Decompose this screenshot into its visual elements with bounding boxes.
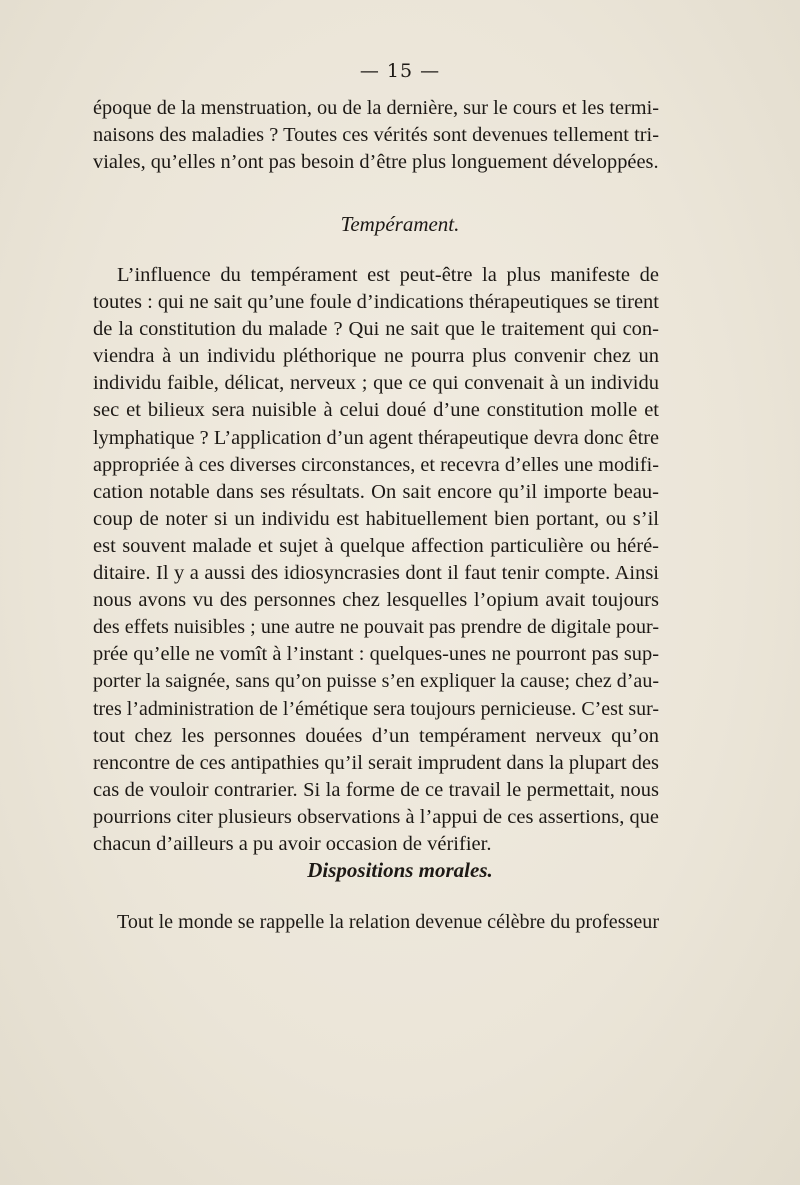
text-line: prée qu’elle ne vomît à l’instant : quelques-unes ne pourront pas sup- — [93, 643, 659, 666]
section-heading-dispositions-morales: Dispositions morales. — [307, 858, 493, 882]
text-line: lymphatique ? L’application d’un agent thérapeutique devra donc être — [93, 426, 659, 449]
text-line: Tout le monde se rappelle la relation devenue célèbre du professeur — [117, 911, 660, 933]
text-line: appropriée à ces diverses circonstances, et recevra d’elles une modifi- — [93, 453, 659, 476]
section-heading-temperament: Tempérament. — [340, 212, 460, 236]
text-line: est souvent malade et sujet à quelque affection particulière ou héré- — [93, 534, 659, 557]
text-line: sec et bilieux sera nuisible à celui doué d’une constitution molle et — [93, 399, 659, 422]
text-line: tout chez les personnes douées d’un tempérament nerveux qu’on — [93, 724, 659, 747]
text-line: cation notable dans ses résultats. On sait encore qu’il importe beau- — [93, 480, 659, 503]
text-line: cas de vouloir contrarier. Si la forme de ce travail le permettait, nous — [93, 778, 659, 801]
text-line: L’influence du tempérament est peut-être la plus manifeste de — [117, 264, 659, 286]
text-line: ditaire. Il y a aussi des idiosyncrasies dont il faut tenir compte. Ainsi — [93, 562, 659, 585]
text-line: des effets nuisibles ; une autre ne pouvait pas prendre de digitale pour- — [93, 616, 659, 639]
text-line: pourrions citer plusieurs observations à l’appui de ces assertions, que — [93, 805, 659, 828]
text-line: toutes : qui ne sait qu’une foule d’indications thérapeutiques se tirent — [93, 291, 659, 314]
text-line: viales, qu’elles n’ont pas besoin d’être plus longuement développées. — [93, 151, 659, 174]
text-line: de la constitution du malade ? Qui ne sait que le traitement qui con- — [93, 318, 659, 341]
text-line: coup de noter si un individu est habituellement bien portant, ou s’il — [93, 507, 659, 530]
text-line: naisons des maladies ? Toutes ces vérités sont devenues tellement tri- — [93, 124, 659, 147]
paragraph-2 — [93, 262, 659, 858]
text-line: individu faible, délicat, nerveux ; que ce qui convenait à un individu — [93, 372, 659, 395]
text-line: époque de la menstruation, ou de la dernière, sur le cours et les termi- — [93, 97, 659, 119]
text-line: nous avons vu des personnes chez lesquelles l’opium avait toujours — [93, 589, 659, 612]
text-line: viendra à un individu pléthorique ne pourra plus convenir chez un — [93, 345, 659, 368]
text-line: rencontre de ces antipathies qu’il serait imprudent dans la plupart des — [93, 751, 659, 774]
paragraph-1 — [93, 95, 659, 176]
page-number: — 15 — — [359, 60, 441, 82]
text-line: tres l’administration de l’émétique sera toujours pernicieuse. C’est sur- — [93, 697, 659, 720]
paragraph-3 — [93, 909, 659, 936]
text-line: chacun d’ailleurs a pu avoir occasion de vérifier. — [93, 832, 492, 855]
text-line: porter la saignée, sans qu’on puisse s’en expliquer la cause; chez d’au- — [93, 670, 659, 693]
